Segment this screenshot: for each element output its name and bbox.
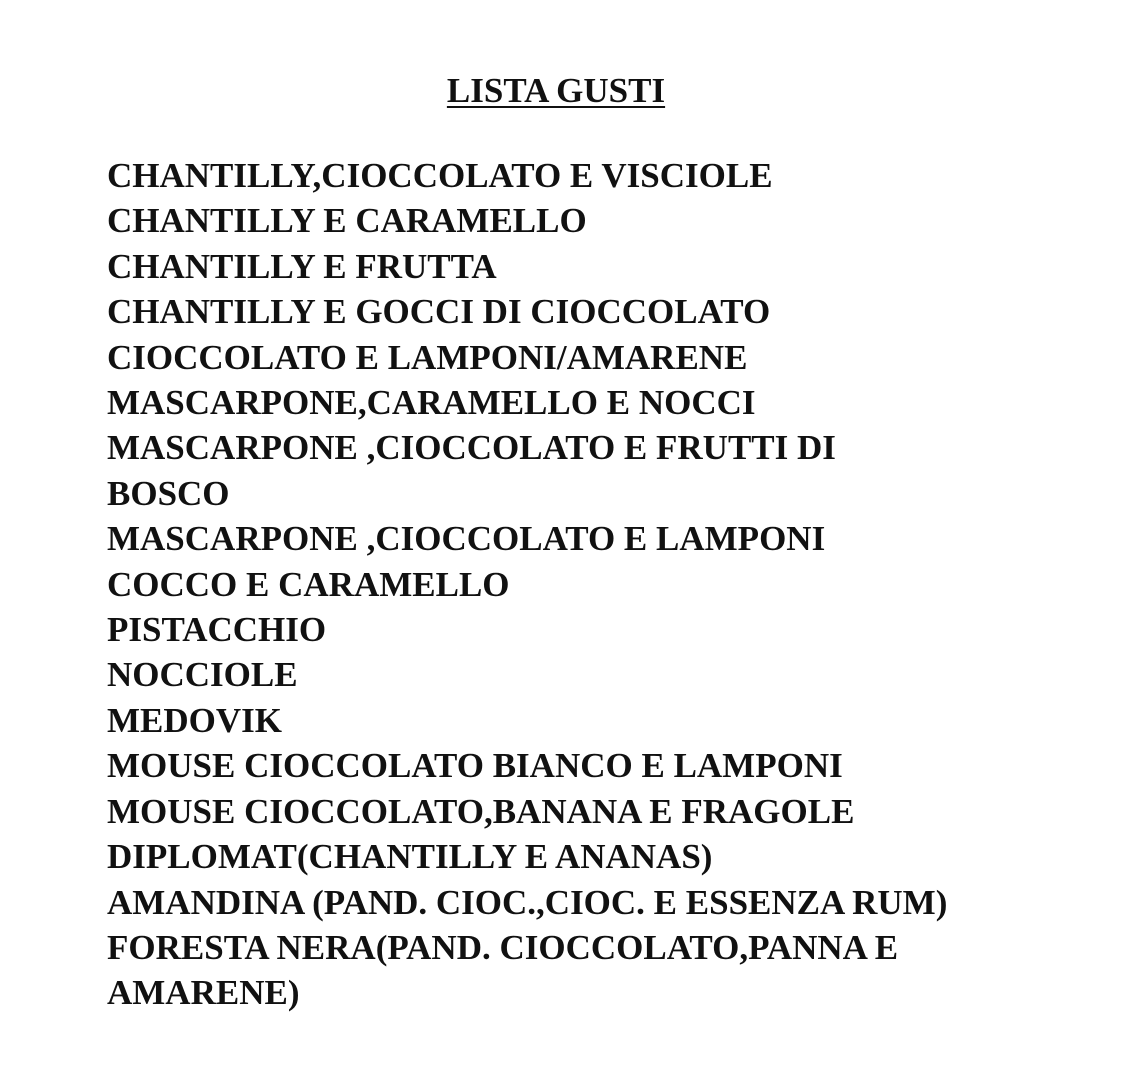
flavor-line: AMANDINA (PAND. CIOC.,CIOC. E ESSENZA RUM)	[107, 882, 948, 922]
flavor-line: AMARENE)	[107, 973, 300, 1013]
flavor-line: CHANTILLY,CIOCCOLATO E VISCIOLE	[107, 156, 773, 195]
flavor-line: CHANTILLY E FRUTTA	[107, 246, 497, 286]
flavor-line: FORESTA NERA(PAND. CIOCCOLATO,PANNA E	[107, 927, 899, 967]
flavor-line: MASCARPONE ,CIOCCOLATO E FRUTTI DI	[107, 428, 836, 468]
flavor-line: CHANTILLY E CARAMELLO	[107, 201, 587, 241]
flavor-line: MOUSE CIOCCOLATO BIANCO E LAMPONI	[107, 746, 843, 786]
document-title-text: LISTA GUSTI	[446, 71, 666, 110]
flavor-line: MASCARPONE,CARAMELLO E NOCCI	[107, 383, 756, 423]
flavor-line: DIPLOMAT(CHANTILLY E ANANAS)	[107, 837, 713, 877]
flavor-line: MEDOVIK	[107, 700, 282, 740]
flavor-line: MOUSE CIOCCOLATO,BANANA E FRAGOLE	[107, 791, 855, 831]
document-title	[0, 66, 1112, 116]
flavor-line: CIOCCOLATO E LAMPONI/AMARENE	[107, 337, 748, 377]
flavor-line: NOCCIOLE	[107, 655, 298, 695]
flavor-list	[107, 153, 1097, 1016]
flavor-line: BOSCO	[107, 473, 230, 513]
flavor-line: MASCARPONE ,CIOCCOLATO E LAMPONI	[107, 519, 826, 559]
flavor-line: PISTACCHIO	[107, 610, 327, 650]
flavor-line: COCCO E CARAMELLO	[107, 564, 510, 604]
flavor-line: CHANTILLY E GOCCI DI CIOCCOLATO	[107, 292, 771, 332]
